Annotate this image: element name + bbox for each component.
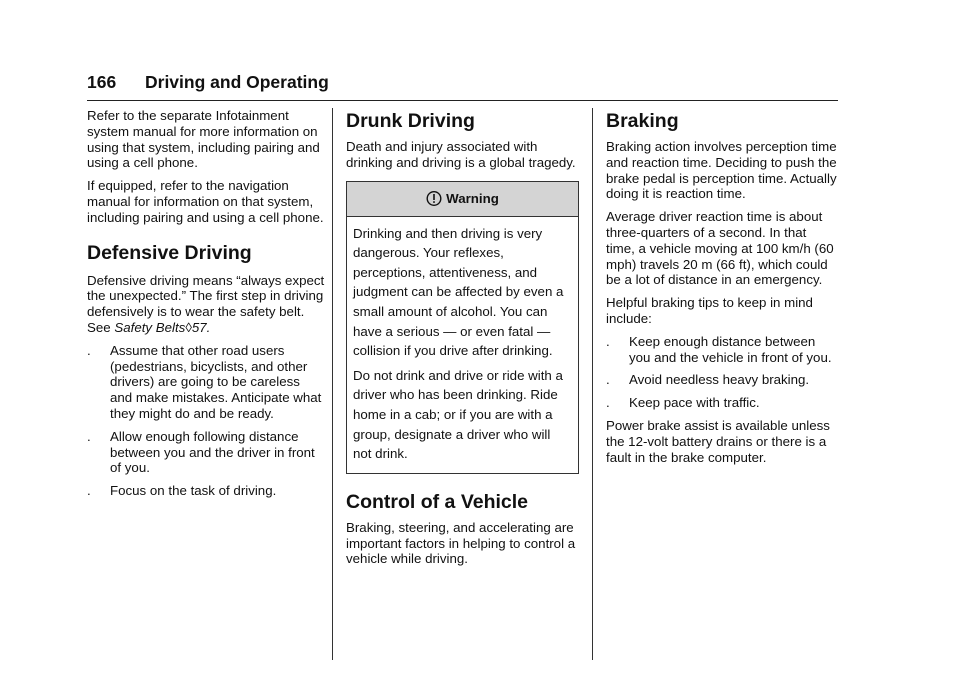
list-item	[87, 483, 325, 499]
bullet-marker: .	[87, 483, 91, 499]
safety-belts-page-ref[interactable]: 57.	[191, 319, 211, 335]
column-divider-right	[592, 108, 593, 660]
warning-body	[347, 217, 578, 473]
bullet-marker: .	[606, 372, 610, 388]
control-of-vehicle-heading: Control of a Vehicle	[346, 490, 529, 513]
bullet-marker: .	[606, 333, 610, 349]
navigation-paragraph: If equipped, refer to the navigation manual for information on that system, including pairing and using a cell phone.	[87, 178, 324, 225]
defensive-driving-heading: Defensive Driving	[87, 241, 252, 264]
column-middle	[346, 109, 579, 574]
column-left	[87, 108, 325, 506]
bullet-marker: .	[87, 342, 91, 358]
infotainment-paragraph: Refer to the separate Infotainment system manual for more information on using that system, including pairing and using a cell phone.	[87, 108, 320, 171]
list-item	[606, 334, 838, 366]
warning-box	[346, 181, 579, 474]
warning-icon	[426, 191, 442, 206]
list-item-text: Keep enough distance between you and the vehicle in front of you.	[629, 333, 832, 365]
list-item-text: Avoid needless heavy braking.	[629, 372, 810, 388]
reaction-time-paragraph: Average driver reaction time is about three-quarters of a second. In that time, a vehicle moving at 100 km/h (60 mph) travels 20 m (66 ft), which could be a lot of distance in an emergency.	[606, 209, 834, 288]
list-item	[87, 343, 325, 422]
braking-heading: Braking	[606, 110, 679, 132]
list-item-text: Focus on the task of driving.	[110, 483, 277, 499]
defensive-driving-paragraph	[87, 273, 325, 336]
list-item	[606, 372, 838, 388]
cross-reference-icon: ◊	[185, 319, 192, 335]
control-of-vehicle-paragraph: Braking, steering, and accelerating are important factors in helping to control a vehicle while driving.	[346, 519, 576, 567]
defensive-driving-text: Defensive driving means “always expect the unexpected.” The first step in driving defensively is to wear the safety belt. See	[87, 272, 325, 335]
brake-assist-paragraph: Power brake assist is available unless the 12-volt battery drains or there is a fault in the brake computer.	[606, 417, 830, 465]
section-title: Driving and Operating	[145, 72, 329, 92]
warning-header	[347, 182, 578, 217]
page-number: 166	[87, 72, 117, 92]
warning-title: Warning	[446, 190, 499, 206]
list-item-text: Assume that other road users (pedestrians, bicyclists, and other drivers) are going to be careless and make mistakes. Anticipate what they might do and be ready.	[110, 342, 322, 421]
page-header	[87, 72, 838, 101]
list-item-text: Allow enough following distance between you and the driver in front of you.	[110, 428, 315, 476]
drunk-driving-heading: Drunk Driving	[346, 110, 475, 132]
bullet-marker: .	[87, 428, 91, 444]
bullet-marker: .	[606, 395, 610, 411]
braking-tips-intro: Helpful braking tips to keep in mind include:	[606, 295, 813, 326]
warning-paragraph: Drinking and then driving is very dangerous. Your reflexes, perceptions, attentiveness, and judgment can be affected by even a small amount of alcohol. You can have a serious — or even fatal — collision if you drive after drinking.	[353, 225, 564, 359]
drunk-driving-paragraph: Death and injury associated with drinking and driving is a global tragedy.	[346, 139, 576, 170]
column-divider-left	[332, 108, 333, 660]
list-item-text: Keep pace with traffic.	[629, 395, 760, 411]
safety-belts-link[interactable]: Safety Belts	[114, 319, 186, 335]
braking-paragraph: Braking action involves perception time and reaction time. Deciding to push the brake pedal is perception time. Actually doing it is reaction time.	[606, 139, 837, 202]
column-right	[606, 109, 838, 472]
list-item	[606, 395, 838, 411]
list-item	[87, 429, 325, 476]
warning-paragraph: Do not drink and drive or ride with a driver who has been drinking. Ride home in a cab; or if you are with a group, designate a driver who will not drink.	[353, 367, 563, 462]
